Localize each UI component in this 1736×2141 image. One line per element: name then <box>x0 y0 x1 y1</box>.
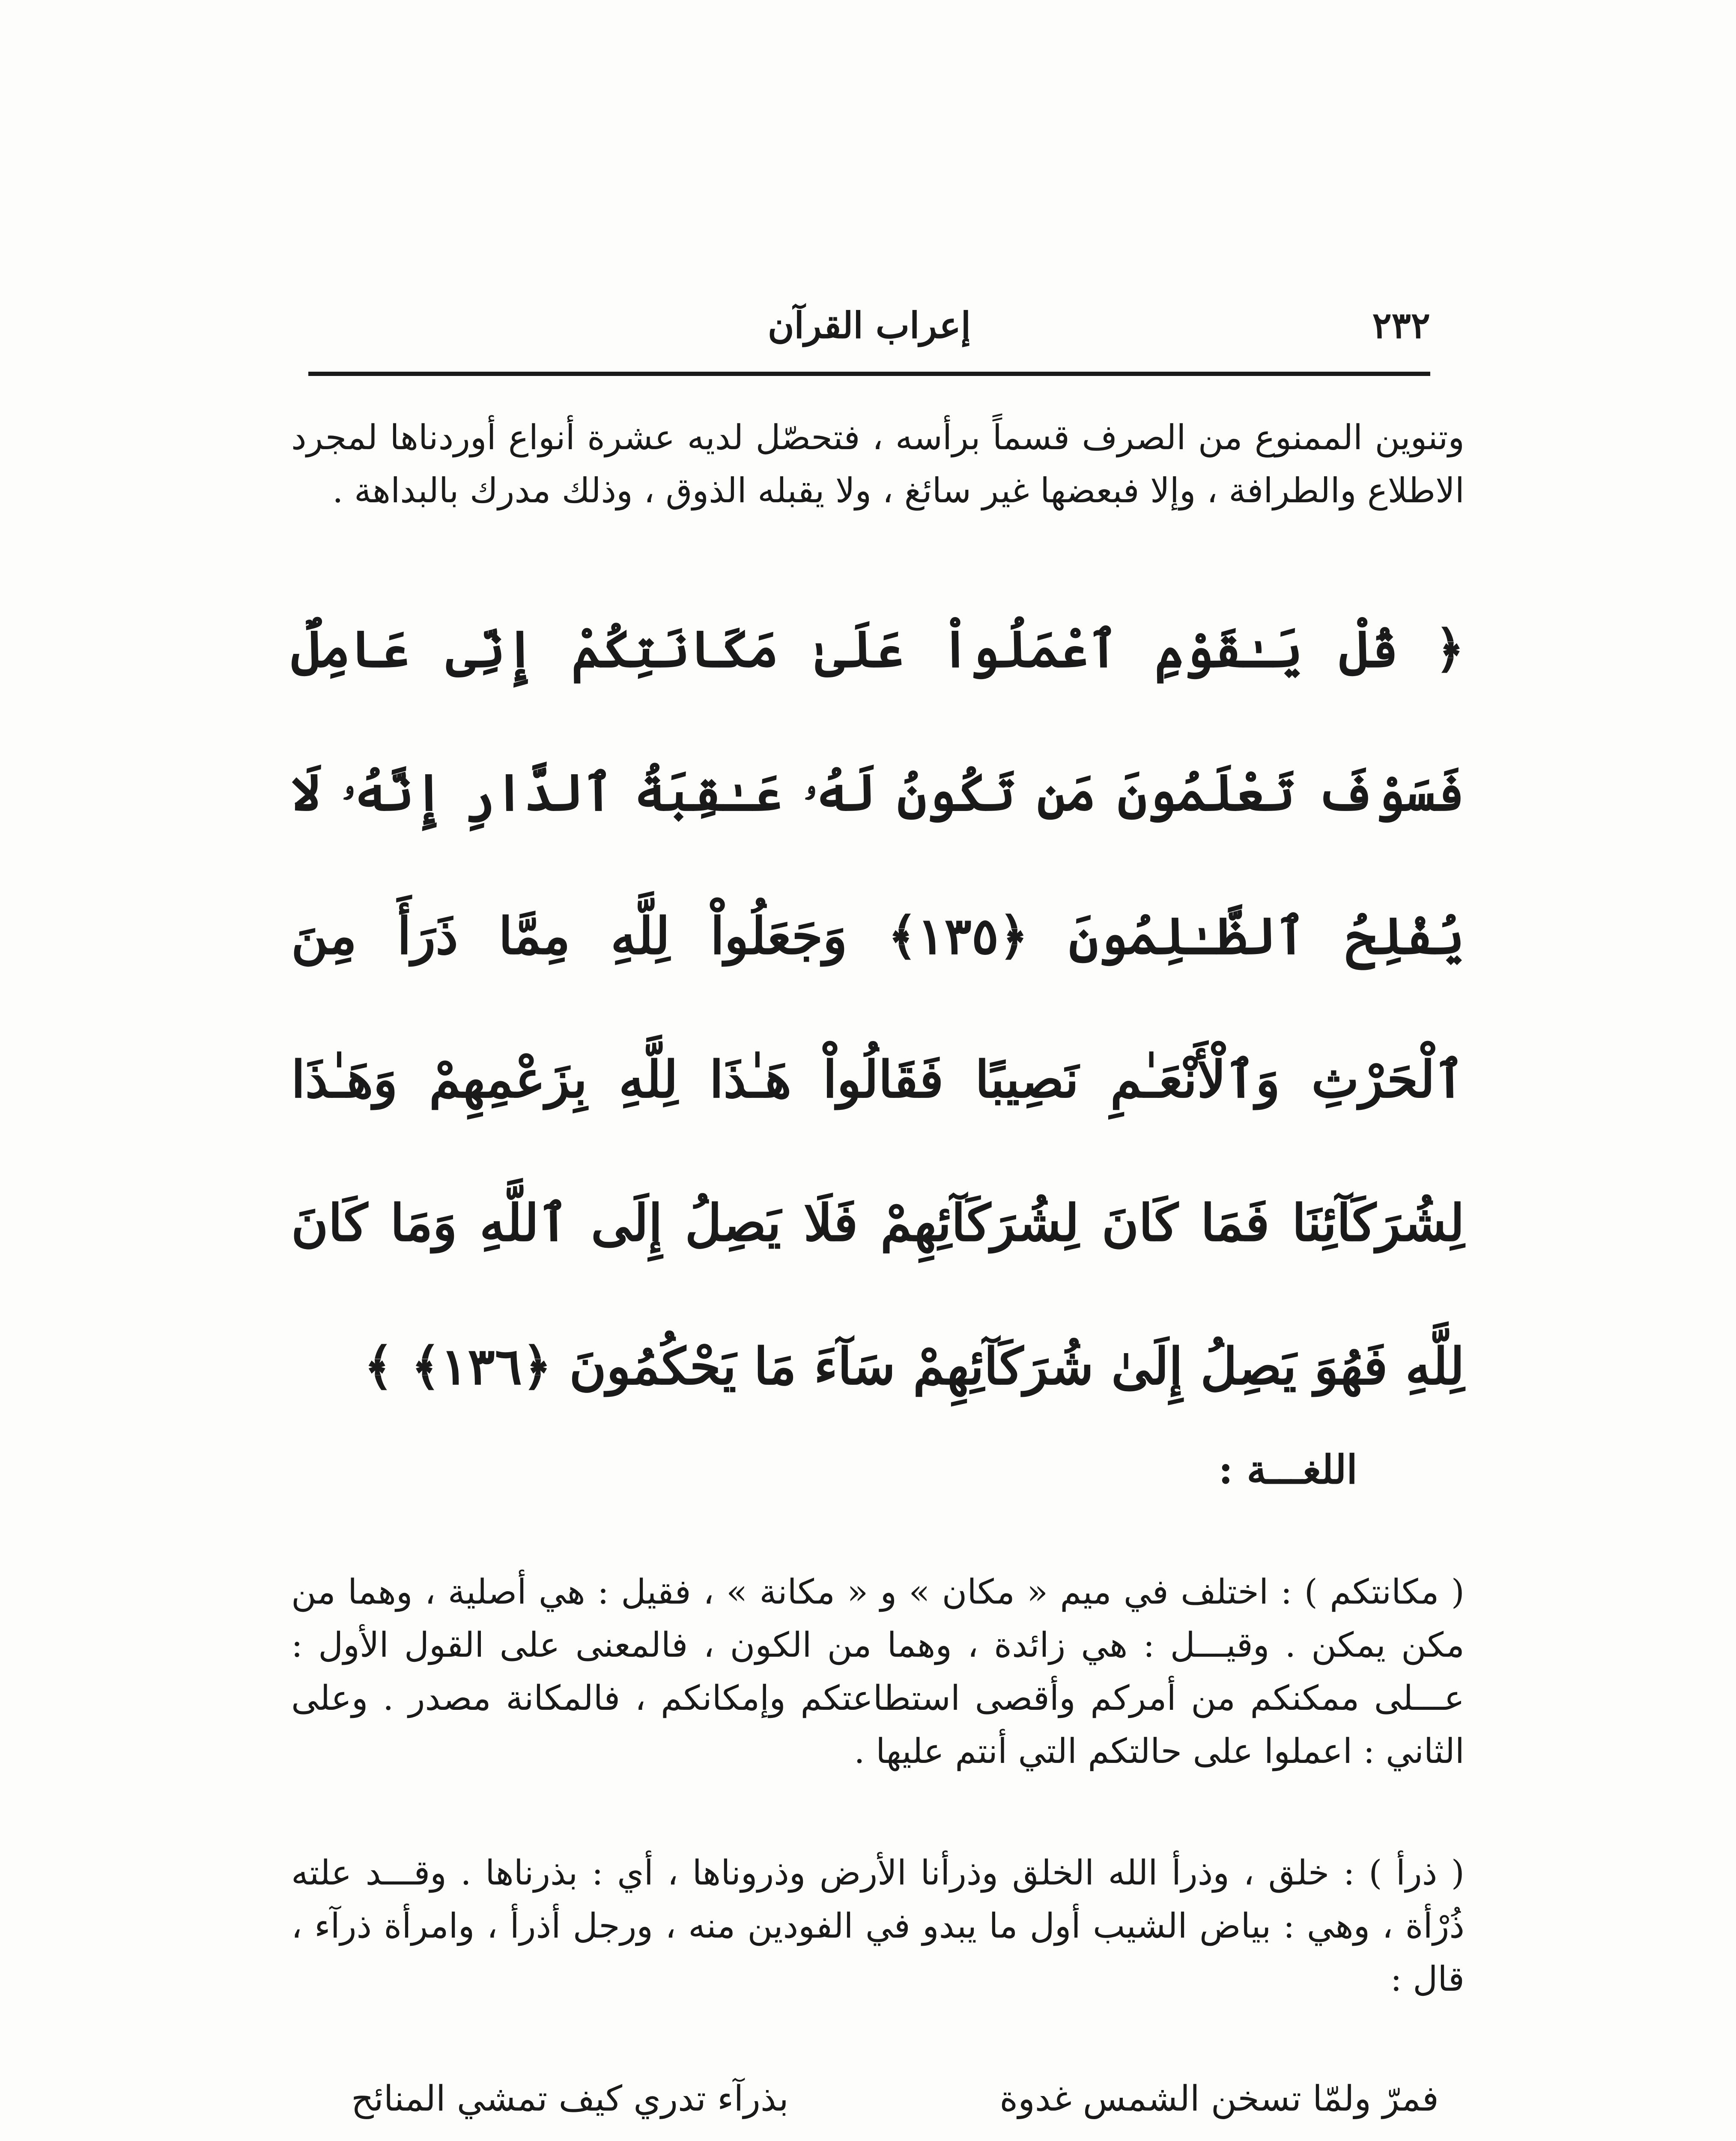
section-heading-lugha: اللغـــة : <box>1218 1446 1357 1493</box>
quran-verse: ﴿ قُلْ يَـٰقَوْمِ ٱعْمَلُواْ عَلَىٰ مَكَانَتِكُمْ إِنِّى عَامِلٌ فَسَوْفَ تَعْلَمُونَ مَن تَكُونُ لَهُۥ عَـٰقِبَةُ ٱلدَّارِ إِنَّهُۥ لَا يُفْلِحُ ٱلظَّـٰلِمُونَ ﴿١٣٥﴾ وَجَعَلُواْ لِلَّهِ مِمَّا ذَرَأَ مِنَ ٱلْحَرْثِ وَٱلْأَنْعَـٰمِ نَصِيبًا فَقَالُواْ هَـٰذَا لِلَّهِ بِزَعْمِهِمْ وَهَـٰذَا لِشُرَكَآئِنَا فَمَا كَانَ لِشُرَكَآئِهِمْ فَلَا يَصِلُ إِلَى ٱللَّهِ وَمَا كَانَ لِلَّهِ فَهُوَ يَصِلُ إِلَىٰ شُرَكَآئِهِمْ سَآءَ مَا يَحْكُمُونَ ﴿١٣٦﴾ ﴾ <box>291 619 1465 1396</box>
page-content <box>291 411 1465 2138</box>
lexical-paragraph-makanatikum: ( مكانتكم ) : اختلف في ميم « مكان » و « مكانة » ، فقيل : هي أصلية ، وهما من مكن يمكن . وقيـــل : هي زائدة ، وهما من الكون ، فالمعنى على القول الأول : عـــلى ممكنكم من أمركم وأقصى استطاعتكم وإمكانكم ، فالمكانة مصدر . وعلى الثاني : اعملوا على حالتكم التي أنتم عليها . <box>291 1572 1465 1771</box>
poem-second-hemistich: بذرآء تدري كيف تمشي المنائح <box>351 2078 789 2119</box>
intro-paragraph: وتنوين الممنوع من الصرف قسماً برأسه ، فتحصّل لديه عشرة أنواع أوردناها لمجرد الاطلاع والطرافة ، وإلا فبعضها غير سائغ ، ولا يقبله الذوق ، وذلك مدرك بالبداهة . <box>291 417 1465 510</box>
header-divider <box>308 372 1430 376</box>
running-title: إعراب القرآن <box>767 304 971 346</box>
page-header <box>308 295 1430 364</box>
lexical-paragraph-dhara: ( ذرأ ) : خلق ، وذرأ الله الخلق وذرأنا الأرض وذروناها ، أي : بذرناها . وقـــد علته ذُرْأة ، وهي : بياض الشيب أول ما يبدو في الفودين منه ، ورجل أذرأ ، وامرأة ذرآء ، قال : <box>291 1853 1465 1999</box>
poem-verse <box>291 2078 1465 2138</box>
page-number: ٢٣٢ <box>1372 304 1430 346</box>
poem-first-hemistich: فمرّ ولمّا تسخن الشمس غدوة <box>999 2078 1439 2119</box>
